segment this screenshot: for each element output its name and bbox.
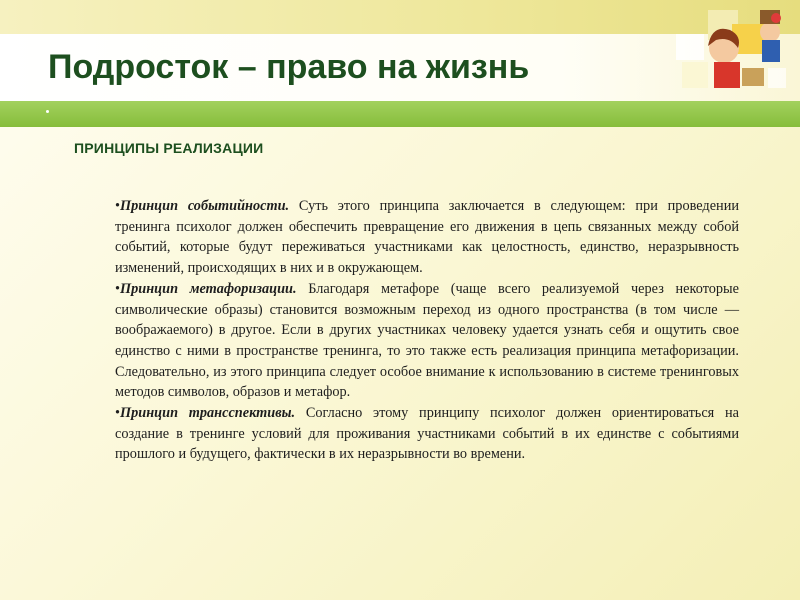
principles-list: [115, 196, 739, 465]
bullet: •: [115, 280, 121, 297]
slide-title: Подросток – право на жизнь: [48, 48, 530, 86]
bullet: •: [115, 198, 121, 214]
principle-item: [115, 403, 739, 465]
principle-name: Принцип метафоризации.: [120, 280, 297, 297]
principle-text: Согласно этому принципу психолог должен ориентироваться на создание в тренинге условий для проживания участниками событий в их единстве с событиями прошлого и будущего, фактически в их неразрывности во времени.: [115, 405, 739, 463]
principle-name: Принцип событийности.: [120, 198, 290, 214]
bar-marker: [46, 110, 49, 113]
principle-item: [115, 279, 739, 403]
principle-item: [115, 196, 739, 279]
principle-name: Принцип трансспективы.: [120, 405, 296, 422]
principle-text: Суть этого принципа заключается в следующем: при проведении тренинга психолог должен обеспечить превращение его движения в цепь связанных между собой событий, которые будут переживаться участниками как целостность, единство, неразрывность изменений, происходящих в них и в окружающем.: [115, 198, 739, 277]
bullet: •: [115, 405, 121, 422]
slide-subtitle: ПРИНЦИПЫ РЕАЛИЗАЦИИ: [74, 140, 264, 156]
accent-bar: [0, 101, 800, 127]
puzzle-children-image: [672, 6, 790, 96]
principle-text: Благодаря метафоре (чаще всего реализуемой через некоторые символические образы) становится возможным переход из одного пространства (в том числе — воображаемого) в другое. Если в других участниках человеку удается узнать себя и ощутить свое единство с ними в пространстве тренинга, то это также есть реализация принципа метафоризации. Следовательно, из этого принципа следует особое внимание к использованию в системе тренинговых методов символов, образов и метафор.: [115, 280, 739, 401]
